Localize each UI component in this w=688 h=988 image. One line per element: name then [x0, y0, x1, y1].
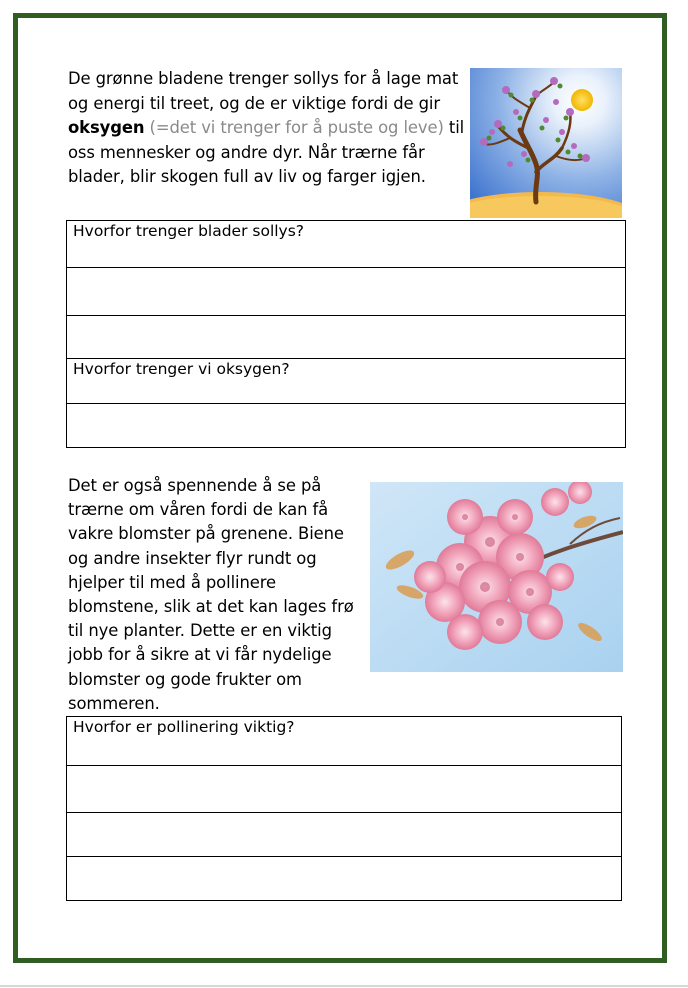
table-row	[67, 316, 626, 359]
question-oxygen: Hvorfor trenger vi oksygen?	[67, 359, 626, 404]
leaves-text-end: til oss mennesker og andre dyr. Når trærne får blader, blir skogen full av liv og farger igjen.	[68, 118, 465, 186]
page-bottom-edge	[0, 985, 688, 987]
questions-table-pollination	[66, 716, 622, 901]
table-row	[67, 359, 626, 404]
table-row	[67, 766, 622, 813]
answer-line[interactable]	[67, 268, 626, 316]
leaves-text-start: De grønne bladene trenger sollys for å lage mat og energi til treet, og de er viktige fordi de gir	[68, 69, 459, 113]
questions-table-leaves	[66, 220, 626, 448]
question-sunlight: Hvorfor trenger blader sollys?	[67, 221, 626, 268]
table-row	[67, 717, 622, 766]
table-row	[67, 857, 622, 901]
table-row	[67, 813, 622, 857]
table-row	[67, 404, 626, 448]
answer-line[interactable]	[67, 404, 626, 448]
tree-with-sun-illustration	[470, 68, 622, 218]
answer-line[interactable]	[67, 316, 626, 359]
answer-line[interactable]	[67, 813, 622, 857]
answer-line[interactable]	[67, 766, 622, 813]
table-row	[67, 221, 626, 268]
oxygen-note: (=det vi trenger for å puste og leve)	[149, 118, 444, 137]
blossom-paragraph: Det er også spennende å se på trærne om våren fordi de kan få vakre blomster på grenene. Biene og andre insekter flyr rundt og hjelper til med å pollinere blomstene, slik at det kan lages frø til nye planter. Dette er en viktig jobb for å sikre at vi får nydelige blomster og gode frukter om sommeren.	[68, 476, 354, 713]
leaves-paragraph	[68, 67, 468, 190]
table-row	[67, 268, 626, 316]
cherry-blossom-photo	[370, 482, 623, 672]
oxygen-keyword: oksygen	[68, 118, 145, 137]
answer-line[interactable]	[67, 857, 622, 901]
question-pollination: Hvorfor er pollinering viktig?	[67, 717, 622, 766]
